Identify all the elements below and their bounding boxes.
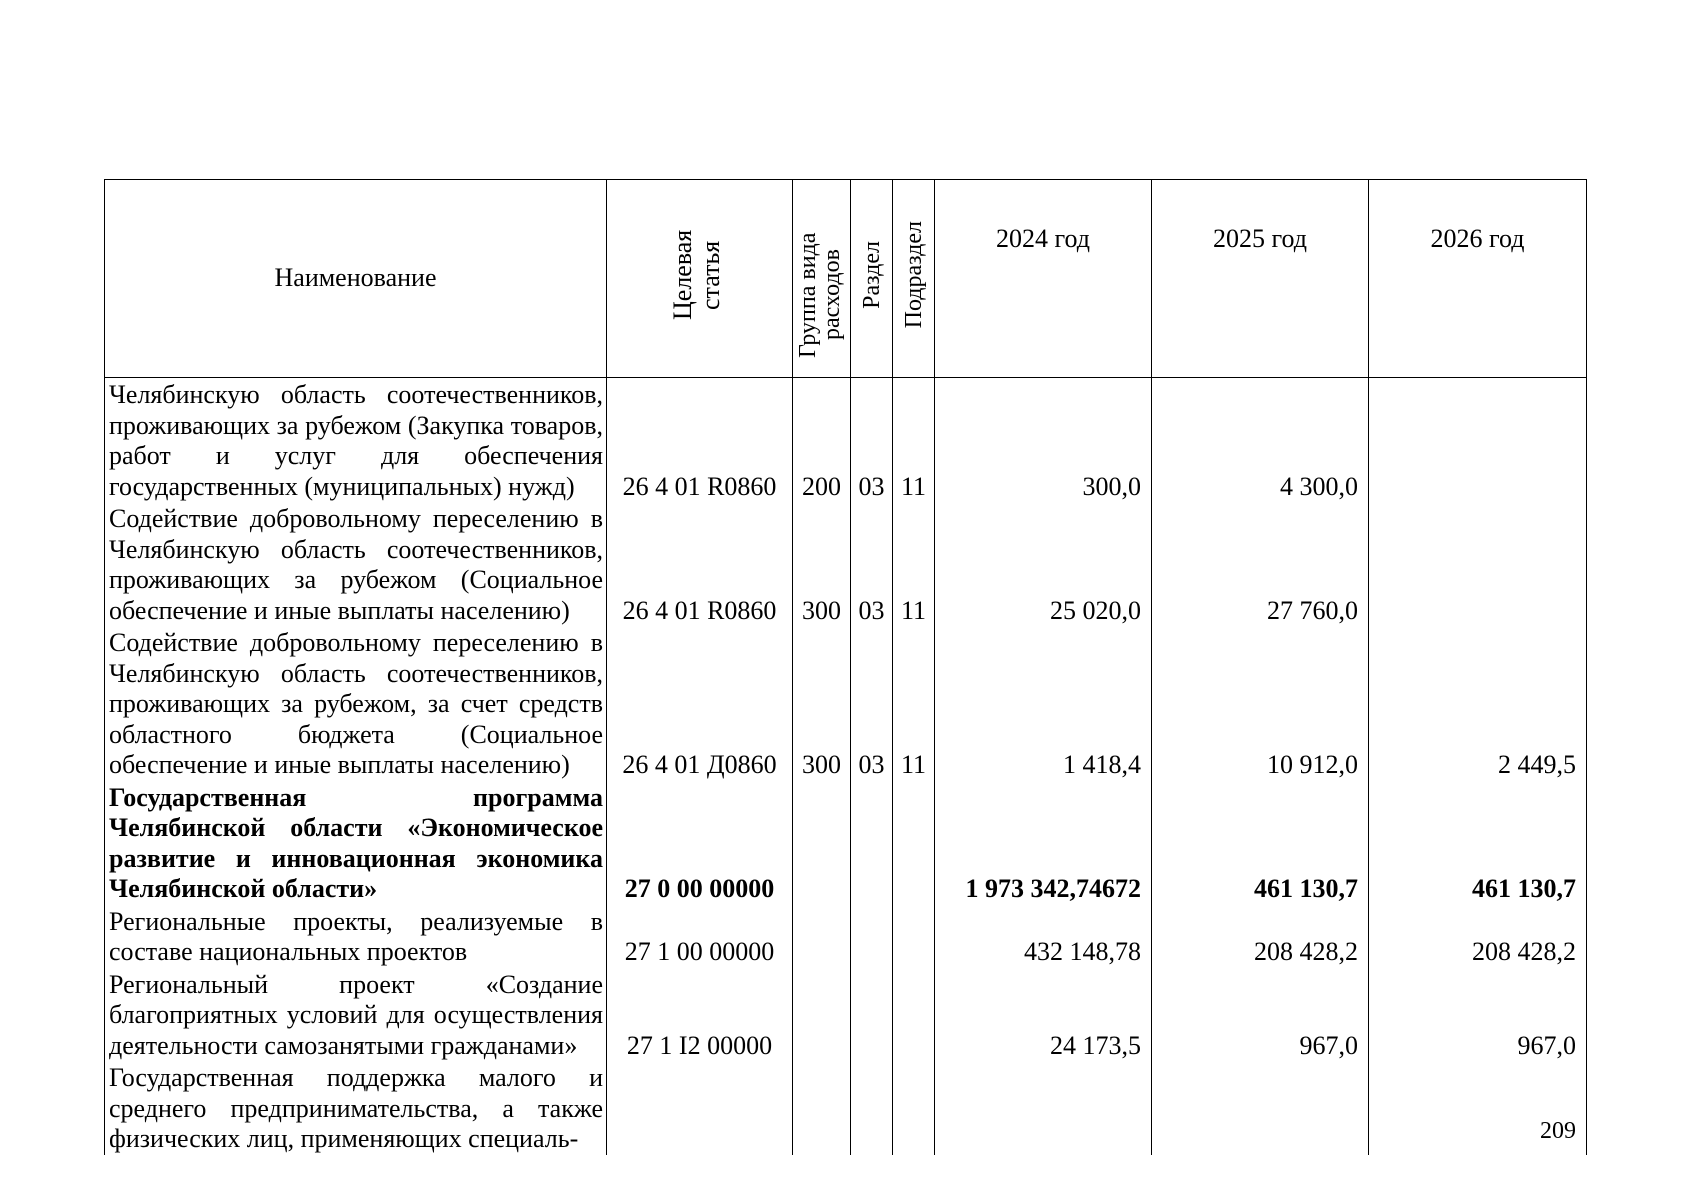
row-amount-2024: 1 973 342,74672 <box>935 781 1152 905</box>
row-expense-group <box>793 1061 851 1155</box>
row-name: Содействие добровольному переселению в Челябинскую область соотечественников, проживающих за рубежом, за счет средств областного бюджета (Социальное обеспечение и иные выплаты населению) <box>105 626 607 781</box>
table-row <box>105 781 1587 905</box>
row-expense-group <box>793 781 851 905</box>
row-subsection: 11 <box>893 626 935 781</box>
row-amount-2026: 967,0 <box>1369 968 1587 1062</box>
header-year-2025: 2025 год <box>1152 180 1369 378</box>
table-row <box>105 1061 1587 1155</box>
row-section <box>851 1061 893 1155</box>
row-target-article: 27 0 00 00000 <box>607 781 793 905</box>
row-expense-group: 300 <box>793 626 851 781</box>
table-row <box>105 626 1587 781</box>
row-amount-2024: 432 148,78 <box>935 905 1152 968</box>
row-section: 03 <box>851 502 893 626</box>
row-section: 03 <box>851 626 893 781</box>
row-subsection <box>893 905 935 968</box>
header-year-2024: 2024 год <box>935 180 1152 378</box>
row-subsection: 11 <box>893 502 935 626</box>
row-name: Челябинскую область соотечественников, проживающих за рубежом (Закупка товаров, работ и услуг для обеспечения государственных (муниципальных) нужд) <box>105 378 607 503</box>
row-amount-2024 <box>935 1061 1152 1155</box>
row-amount-2026: 2 449,5 <box>1369 626 1587 781</box>
row-target-article <box>607 1061 793 1155</box>
row-expense-group: 300 <box>793 502 851 626</box>
row-amount-2024: 300,0 <box>935 378 1152 503</box>
row-amount-2025: 967,0 <box>1152 968 1369 1062</box>
row-amount-2025 <box>1152 1061 1369 1155</box>
row-target-article: 26 4 01 R0860 <box>607 502 793 626</box>
row-amount-2025: 461 130,7 <box>1152 781 1369 905</box>
row-subsection <box>893 1061 935 1155</box>
row-expense-group: 200 <box>793 378 851 503</box>
row-amount-2026 <box>1369 502 1587 626</box>
row-section <box>851 905 893 968</box>
row-target-article: 27 1 00 00000 <box>607 905 793 968</box>
header-expense-group: Группа вида расходов <box>793 180 851 378</box>
header-year-2026: 2026 год <box>1369 180 1587 378</box>
table-row <box>105 968 1587 1062</box>
row-amount-2024: 1 418,4 <box>935 626 1152 781</box>
row-target-article: 26 4 01 Д0860 <box>607 626 793 781</box>
table-row <box>105 502 1587 626</box>
row-amount-2026 <box>1369 378 1587 503</box>
row-amount-2025: 27 760,0 <box>1152 502 1369 626</box>
row-amount-2025: 4 300,0 <box>1152 378 1369 503</box>
row-amount-2026: 208 428,2 <box>1369 905 1587 968</box>
row-target-article: 26 4 01 R0860 <box>607 378 793 503</box>
table-header-row <box>105 180 1587 378</box>
row-amount-2024: 24 173,5 <box>935 968 1152 1062</box>
header-section: Раздел <box>851 180 893 378</box>
page-number: 209 <box>1540 1118 1576 1144</box>
row-name: Государственная поддержка малого и среднего предпринимательства, а также физических лиц, применяющих специаль- <box>105 1061 607 1155</box>
table-row <box>105 905 1587 968</box>
table-row <box>105 378 1587 503</box>
row-name: Региональный проект «Создание благоприятных условий для осуществления деятельности самозанятыми гражданами» <box>105 968 607 1062</box>
row-expense-group <box>793 968 851 1062</box>
row-name: Содействие добровольному переселению в Челябинскую область соотечественников, проживающих за рубежом (Социальное обеспечение и иные выплаты населению) <box>105 502 607 626</box>
header-target-article: Целевая статья <box>607 180 793 378</box>
row-subsection: 11 <box>893 378 935 503</box>
row-section <box>851 781 893 905</box>
row-expense-group <box>793 905 851 968</box>
row-section: 03 <box>851 378 893 503</box>
row-amount-2024: 25 020,0 <box>935 502 1152 626</box>
row-name: Региональные проекты, реализуемые в составе национальных проектов <box>105 905 607 968</box>
header-name: Наименование <box>105 180 607 378</box>
row-amount-2025: 208 428,2 <box>1152 905 1369 968</box>
row-section <box>851 968 893 1062</box>
row-subsection <box>893 781 935 905</box>
row-name: Государственная программа Челябинской области «Экономическое развитие и инновационная экономика Челябинской области» <box>105 781 607 905</box>
header-subsection: Подраздел <box>893 180 935 378</box>
row-amount-2026: 461 130,7 <box>1369 781 1587 905</box>
row-target-article: 27 1 I2 00000 <box>607 968 793 1062</box>
budget-table <box>104 179 1587 1155</box>
row-amount-2025: 10 912,0 <box>1152 626 1369 781</box>
row-subsection <box>893 968 935 1062</box>
